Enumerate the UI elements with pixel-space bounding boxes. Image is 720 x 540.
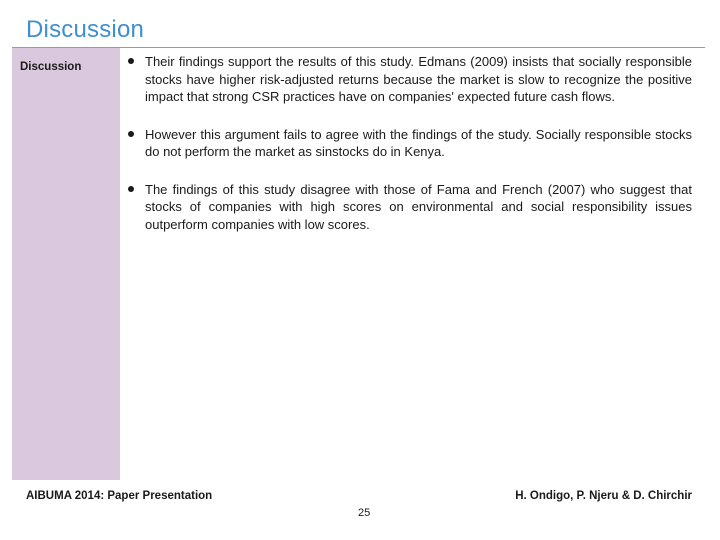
page-number: 25 (358, 507, 371, 519)
sidebar-label: Discussion (20, 61, 82, 73)
bullet-item (128, 181, 692, 234)
bullet-list (128, 53, 692, 253)
bullet-item (128, 53, 692, 106)
bullet-dot-icon (128, 186, 134, 192)
sidebar-panel (12, 48, 120, 480)
footer-authors: H. Ondigo, P. Njeru & D. Chirchir (515, 490, 692, 502)
footer-conference: AIBUMA 2014: Paper Presentation (26, 490, 213, 502)
slide-title: Discussion (26, 16, 145, 43)
bullet-text: However this argument fails to agree with the findings of the study. Socially responsible stocks do not perform the market as sinstocks do in Kenya. (145, 126, 692, 159)
bullet-text: Their findings support the results of this study. Edmans (2009) insists that socially responsible stocks have higher risk-adjusted returns because the market is slow to recognize the positive impact that strong CSR practices have on companies' expected future cash flows. (145, 54, 692, 104)
bullet-dot-icon (128, 58, 134, 64)
bullet-item (128, 126, 692, 161)
bullet-dot-icon (128, 131, 134, 137)
bullet-text: The findings of this study disagree with those of Fama and French (2007) who suggest that stocks of companies with high scores on environmental and social responsibility issues outperform companies with low scores. (145, 181, 692, 232)
